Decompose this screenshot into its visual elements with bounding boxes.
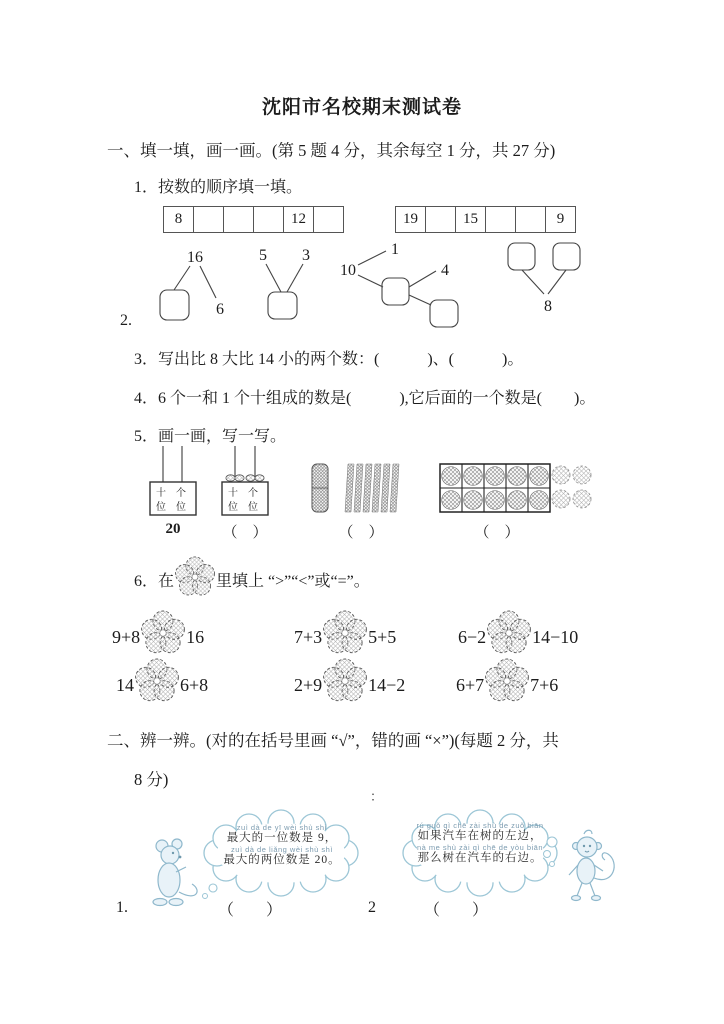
ones-label: 个	[248, 488, 258, 499]
q6-left-expression: 6−2	[458, 627, 487, 647]
sequence-cell	[224, 207, 254, 232]
flower-icon	[322, 610, 368, 656]
wei-label: 位	[176, 502, 186, 513]
q6-compare-item	[116, 658, 208, 704]
sequence-cell	[486, 207, 516, 232]
flower-icon	[484, 658, 530, 704]
chinese-line: 那么树在汽车的右边。	[417, 851, 543, 864]
sequence-cell	[254, 207, 284, 232]
place-value-counter-empty	[150, 446, 196, 515]
q6-left-expression: 7+3	[294, 627, 323, 647]
tens-label: 十	[156, 488, 166, 499]
sequence-cell	[314, 207, 343, 232]
sequence-cell	[194, 207, 224, 232]
bond2-left-value: 5	[259, 247, 267, 264]
ten-frame-illustration	[440, 464, 591, 512]
bond3-top-value: 1	[391, 241, 399, 258]
place-value-counter-with-beads	[222, 446, 268, 515]
q6-compare-item	[112, 610, 204, 656]
pinyin-line: rú guǒ qì chē zài shù de zuǒ biān	[416, 821, 544, 830]
number-sequence-table-2	[395, 206, 576, 233]
wei-label: 位	[156, 502, 166, 513]
flower-icon	[134, 658, 180, 704]
number-bond-2	[266, 264, 303, 319]
q5-answer-20: 20	[165, 521, 181, 537]
bond1-right-value: 6	[216, 301, 224, 318]
bubble-text-right	[408, 820, 552, 866]
item2-answer-bracket: （ ）	[424, 902, 489, 919]
q6-right-expression: 6+8	[180, 675, 209, 695]
q6-suffix: 里填上 “>”“<”或“=”。	[216, 573, 370, 590]
q6-left-expression: 14	[116, 675, 134, 695]
wei-label: 位	[228, 502, 238, 513]
q6-compare-item	[294, 658, 405, 704]
q6-prefix: 6．在	[134, 573, 175, 590]
q6-right-expression: 16	[186, 627, 205, 647]
wei-label: 位	[248, 502, 258, 513]
q6-right-expression: 7+6	[530, 675, 559, 695]
stray-colon-mark: ：	[370, 789, 384, 804]
number-bond-diagrams	[140, 238, 600, 334]
q5-answer-blank: （ ）	[474, 525, 520, 541]
bubble-text-left	[218, 822, 346, 868]
number-bond-1	[160, 266, 216, 320]
bond3-left-value: 10	[340, 262, 356, 279]
q6-right-expression: 14−2	[368, 675, 406, 695]
sequence-cell: 12	[284, 207, 314, 232]
number-bond-4	[508, 243, 580, 294]
sticks-bundle-illustration	[312, 464, 399, 512]
sequence-cell: 15	[456, 207, 486, 232]
pinyin-line: nà me shù zài qì chē de yòu biān	[416, 843, 544, 852]
pinyin-line: zuì dà de yī wèi shù shì	[236, 823, 328, 832]
q2-label: 2.	[120, 312, 132, 329]
flower-icon	[322, 658, 368, 704]
item1-number: 1.	[116, 899, 128, 916]
q1-label: 1．按数的顺序填一填。	[134, 179, 303, 196]
q6-compare-item	[294, 610, 396, 656]
section2-header-line1: 二、辨一辨。(对的在括号里画 “√”，错的画 “×”)(每题 2 分，共	[107, 731, 559, 750]
q6-left-expression: 9+8	[112, 627, 141, 647]
q5-label: 5．画一画，写一写。	[134, 428, 287, 445]
chinese-line: 最大的两位数是 20。	[223, 853, 341, 866]
sequence-cell	[426, 207, 456, 232]
ones-label: 个	[176, 488, 186, 499]
flower-icon	[174, 556, 216, 598]
mouse-illustration	[145, 832, 205, 910]
section2-header-line2: 8 分)	[134, 770, 169, 789]
page-title: 沈阳市名校期末测试卷	[261, 97, 462, 118]
q6-left-expression: 2+9	[294, 675, 323, 695]
sequence-cell: 19	[396, 207, 426, 232]
sequence-cell: 8	[164, 207, 194, 232]
q3-text: 3．写出比 8 大比 14 小的两个数：( )、( )。	[134, 351, 524, 368]
tens-label: 十	[228, 488, 238, 499]
number-sequence-table-1	[163, 206, 344, 233]
flower-icon	[140, 610, 186, 656]
q6-right-expression: 14−10	[532, 627, 579, 647]
q5-answer-blank: （ ）	[222, 525, 268, 541]
q6-compare-item	[458, 610, 578, 656]
pinyin-line: zuì dà de liǎng wèi shù shì	[231, 845, 333, 854]
q6-compare-item	[456, 658, 558, 704]
sequence-cell	[516, 207, 546, 232]
flower-icon	[486, 610, 532, 656]
item2-number: 2	[368, 899, 376, 916]
q4-text: 4．6 个一和 1 个十组成的数是( ),它后面的一个数是( )。	[134, 390, 596, 407]
section1-header: 一、填一填，画一画。(第 5 题 4 分，其余每空 1 分，共 27 分)	[107, 141, 556, 160]
sequence-cell: 9	[556, 211, 565, 227]
monkey-illustration	[540, 820, 625, 915]
bond1-top-value: 16	[187, 249, 203, 266]
chinese-line: 如果汽车在树的左边，	[417, 829, 543, 842]
bond3-mid-value: 4	[441, 262, 449, 279]
item1-answer-bracket: （ ）	[218, 902, 283, 919]
q6-header	[134, 548, 370, 598]
q6-left-expression: 6+7	[456, 675, 485, 695]
q5-graphics	[145, 444, 600, 520]
bond2-right-value: 3	[302, 247, 310, 264]
q6-right-expression: 5+5	[368, 627, 397, 647]
bond4-bottom-value: 8	[544, 298, 552, 315]
q5-answer-blank: （ ）	[338, 525, 384, 541]
chinese-line: 最大的一位数是 9，	[226, 831, 338, 844]
